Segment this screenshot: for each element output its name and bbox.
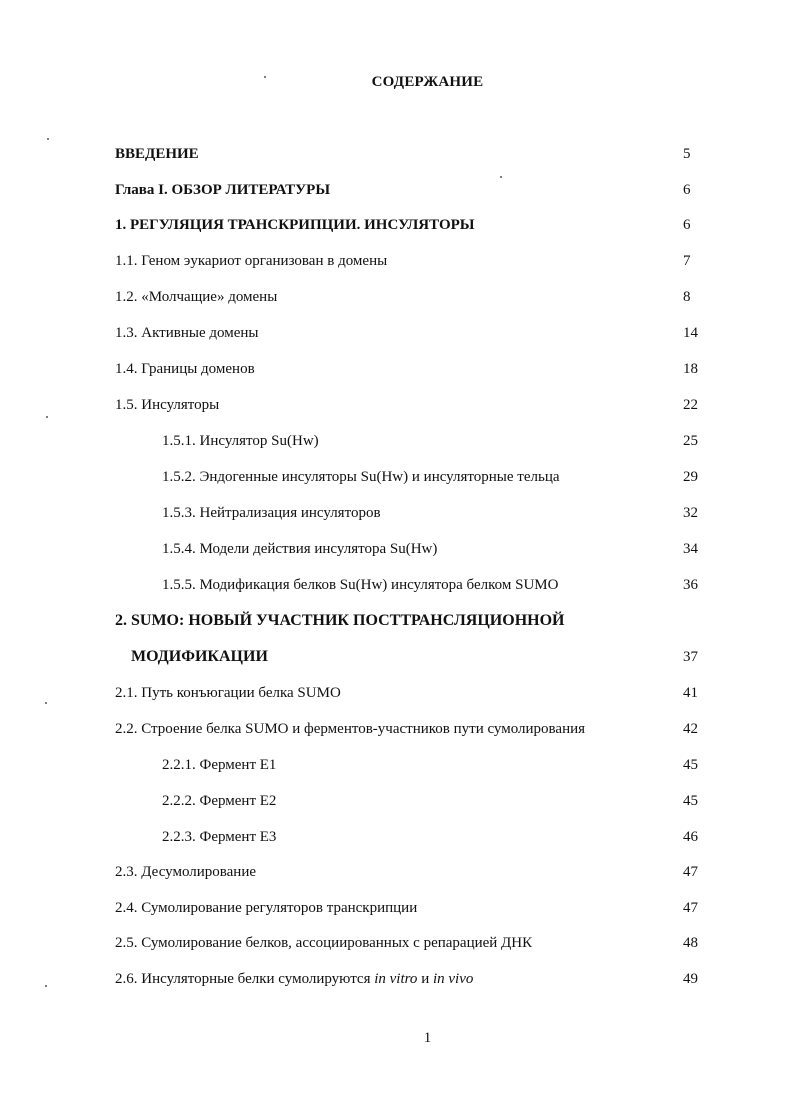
toc-entry-title-italic: in vivo [432,971,474,987]
toc-entry-page: 6 [683,182,691,198]
toc-entry-title: 2.2.1. Фермент E1 [162,757,277,773]
scan-speck [45,702,47,704]
toc-entry-page: 8 [683,289,691,305]
toc-entry-title: 1.5.4. Модели действия инсулятора Su(Hw) [162,541,438,557]
page-title: СОДЕРЖАНИЕ [371,74,484,90]
toc-entry-title-conj: и [417,971,433,987]
toc-entry-page: 29 [683,469,698,485]
toc-entry-title: 2. SUMO: НОВЫЙ УЧАСТНИК ПОСТТРАНСЛЯЦИОННОЙ [115,612,565,629]
toc-entry-page: 22 [683,397,698,413]
toc-entry-title: 2.2.2. Фермент E2 [162,793,277,809]
toc-entry [0,322,799,344]
toc-entry [0,394,799,416]
toc-entry [0,646,799,668]
toc-entry [0,718,799,740]
toc-entry-title: 1.5.5. Модификация белков Su(Hw) инсулятора белком SUMO [162,577,559,593]
scan-speck [46,416,48,418]
toc-entry-page: 7 [683,253,691,269]
toc-entry [0,358,799,380]
scan-speck [45,985,47,987]
toc-entry [0,754,799,776]
toc-entry-title: 2.2. Строение белка SUMO и ферментов-участников пути сумолирования [115,721,586,737]
toc-entry-title: 1.2. «Молчащие» домены [115,289,278,305]
toc-entry-page: 45 [683,757,698,773]
toc-entry-title-main: 2.6. Инсуляторные белки сумолируются [115,971,371,987]
toc-entry-title: 1.5.3. Нейтрализация инсуляторов [162,505,381,521]
toc-entry-title: Глава I. ОБЗОР ЛИТЕРАТУРЫ [115,182,331,198]
scan-speck [500,176,502,178]
toc-entry-page: 46 [683,829,698,845]
toc-entry-title: 1.5. Инсуляторы [115,397,220,413]
page-number: 1 [423,1030,432,1046]
toc-entry [0,682,799,704]
toc-entry-title: 1. РЕГУЛЯЦИЯ ТРАНСКРИПЦИИ. ИНСУЛЯТОРЫ [115,217,475,233]
toc-entry [0,932,799,954]
toc-entry-page: 48 [683,935,698,951]
toc-entry [0,179,799,201]
toc-entry [0,466,799,488]
toc-entry [0,826,799,848]
toc-entry-title: 1.4. Границы доменов [115,361,255,377]
toc-entry [0,861,799,883]
scan-speck [264,76,266,78]
toc-entry-title: 2.2.3. Фермент E3 [162,829,277,845]
toc-entry-page: 18 [683,361,698,377]
toc-entry-page: 42 [683,721,698,737]
toc-entry-title: 1.5.2. Эндогенные инсуляторы Su(Hw) и инсуляторные тельца [162,469,560,485]
toc-entry-title: 2.1. Путь конъюгации белка SUMO [115,685,341,701]
toc-entry-page: 37 [683,649,698,665]
toc-entry-title [115,968,473,990]
toc-entry-title: 1.5.1. Инсулятор Su(Hw) [162,433,319,449]
toc-entry-title: 1.1. Геном эукариот организован в домены [115,253,388,269]
toc-entry-title: 2.3. Десумолирование [115,864,257,880]
toc-entry [0,968,799,990]
toc-entry [0,430,799,452]
toc-entry-page: 25 [683,433,698,449]
toc-entry-page: 41 [683,685,698,701]
toc-entry [0,538,799,560]
toc-entry-page: 47 [683,900,698,916]
toc-entry [0,574,799,596]
toc-entry-page: 6 [683,217,691,233]
toc-entry-page: 32 [683,505,698,521]
toc-entry [0,502,799,524]
toc-entry [0,790,799,812]
toc-entry [0,897,799,919]
toc-entry-title: МОДИФИКАЦИИ [131,648,268,665]
toc-entry-page: 45 [683,793,698,809]
toc-entry [0,250,799,272]
toc-entry-title-italic: in vitro [374,971,418,987]
toc-entry-page: 14 [683,325,698,341]
toc-entry [0,286,799,308]
toc-entry-page: 34 [683,541,698,557]
toc-entry-title: ВВЕДЕНИЕ [115,146,199,162]
toc-entry [0,610,799,632]
toc-entry-title: 2.5. Сумолирование белков, ассоциированных с репарацией ДНК [115,935,533,951]
toc-entry-page: 47 [683,864,698,880]
toc-entry-page: 5 [683,146,691,162]
toc-entry-title: 2.4. Сумолирование регуляторов транскрипции [115,900,418,916]
toc-entry [0,143,799,165]
toc-entry-title: 1.3. Активные домены [115,325,259,341]
scan-speck [47,138,49,140]
toc-entry-page: 36 [683,577,698,593]
toc-entry [0,214,799,236]
toc-entry-page: 49 [683,971,698,987]
